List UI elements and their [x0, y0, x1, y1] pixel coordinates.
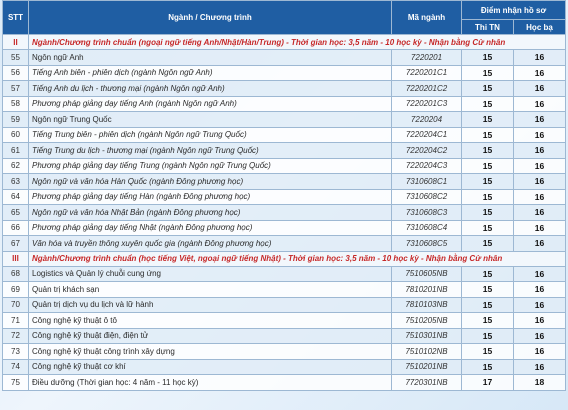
row-stt: 72: [3, 328, 29, 344]
row-stt: 75: [3, 375, 29, 391]
row-score-thi-tn: 15: [462, 143, 514, 159]
section-number: II: [3, 35, 29, 50]
row-program-name: Tiếng Trung du lịch - thương mại (ngành Ngôn ngữ Trung Quốc): [29, 143, 392, 159]
row-score-thi-tn: 15: [462, 344, 514, 360]
row-program-code: 7510301NB: [392, 328, 462, 344]
row-program-name: Ngôn ngữ Trung Quốc: [29, 112, 392, 128]
table-row: [3, 344, 566, 360]
row-program-code: 7310608C2: [392, 189, 462, 205]
row-program-name: Công nghệ kỹ thuật công trình xây dựng: [29, 344, 392, 360]
header-program: Ngành / Chương trình: [29, 1, 392, 35]
row-program-name: Ngôn ngữ Anh: [29, 50, 392, 66]
table-row: [3, 236, 566, 252]
row-score-thi-tn: 15: [462, 297, 514, 313]
row-score-hoc-ba: 16: [514, 328, 566, 344]
row-score-hoc-ba: 16: [514, 112, 566, 128]
row-score-hoc-ba: 16: [514, 174, 566, 190]
row-score-hoc-ba: 16: [514, 143, 566, 159]
row-program-name: Tiếng Anh biên - phiên dịch (ngành Ngôn ngữ Anh): [29, 65, 392, 81]
row-program-code: 7510605NB: [392, 266, 462, 282]
row-stt: 61: [3, 143, 29, 159]
row-score-hoc-ba: 16: [514, 205, 566, 221]
table-row: [3, 328, 566, 344]
row-program-code: 7220201C1: [392, 65, 462, 81]
row-score-thi-tn: 15: [462, 96, 514, 112]
row-stt: 63: [3, 174, 29, 190]
row-program-code: 7510201NB: [392, 359, 462, 375]
row-score-hoc-ba: 16: [514, 313, 566, 329]
header-code: Mã ngành: [392, 1, 462, 35]
table-row: [3, 205, 566, 221]
row-stt: 58: [3, 96, 29, 112]
row-score-hoc-ba: 16: [514, 266, 566, 282]
row-score-thi-tn: 15: [462, 158, 514, 174]
table-row: [3, 174, 566, 190]
row-score-thi-tn: 15: [462, 313, 514, 329]
row-score-hoc-ba: 16: [514, 96, 566, 112]
row-program-name: Phương pháp giảng dạy tiếng Nhật (ngành Đông phương học): [29, 220, 392, 236]
row-program-code: 7220204C1: [392, 127, 462, 143]
row-stt: 56: [3, 65, 29, 81]
row-score-hoc-ba: 16: [514, 65, 566, 81]
row-stt: 74: [3, 359, 29, 375]
row-score-thi-tn: 15: [462, 359, 514, 375]
section-row: [3, 35, 566, 50]
table-row: [3, 220, 566, 236]
row-program-name: Công nghệ kỹ thuật điện, điện tử: [29, 328, 392, 344]
header-score-group: Điểm nhận hồ sơ: [462, 1, 566, 20]
row-program-code: 7810103NB: [392, 297, 462, 313]
row-stt: 59: [3, 112, 29, 128]
table-row: [3, 313, 566, 329]
table-row: [3, 112, 566, 128]
row-program-name: Văn hóa và truyền thông xuyên quốc gia (ngành Đông phương học): [29, 236, 392, 252]
table-row: [3, 50, 566, 66]
row-score-hoc-ba: 16: [514, 220, 566, 236]
row-stt: 67: [3, 236, 29, 252]
row-program-name: Ngôn ngữ và văn hóa Hàn Quốc (ngành Đông phương học): [29, 174, 392, 190]
section-row: [3, 251, 566, 266]
row-program-name: Phương pháp giảng dạy tiếng Trung (ngành Ngôn ngữ Trung Quốc): [29, 158, 392, 174]
row-program-code: 7310608C5: [392, 236, 462, 252]
row-program-code: 7310608C1: [392, 174, 462, 190]
row-stt: 69: [3, 282, 29, 298]
row-score-hoc-ba: 16: [514, 50, 566, 66]
row-program-code: 7220201: [392, 50, 462, 66]
row-stt: 70: [3, 297, 29, 313]
row-program-code: 7220204: [392, 112, 462, 128]
table-row: [3, 297, 566, 313]
row-program-name: Ngôn ngữ và văn hóa Nhật Bản (ngành Đông phương học): [29, 205, 392, 221]
section-title: Ngành/Chương trình chuẩn (ngoại ngữ tiếng Anh/Nhật/Hàn/Trung) - Thời gian học: 3,5 năm - 10 học kỳ - Nhận bằng Cử nhân: [29, 35, 566, 50]
table-row: [3, 143, 566, 159]
row-program-name: Quản trị dịch vụ du lịch và lữ hành: [29, 297, 392, 313]
table-row: [3, 282, 566, 298]
admissions-table: [2, 0, 566, 391]
row-stt: 57: [3, 81, 29, 97]
row-stt: 68: [3, 266, 29, 282]
row-stt: 73: [3, 344, 29, 360]
row-program-code: 7220201C2: [392, 81, 462, 97]
row-score-thi-tn: 15: [462, 65, 514, 81]
row-program-code: 7220201C3: [392, 96, 462, 112]
row-stt: 66: [3, 220, 29, 236]
header-thi-tn: Thi TN: [462, 20, 514, 35]
row-program-code: 7310608C3: [392, 205, 462, 221]
row-score-thi-tn: 15: [462, 189, 514, 205]
row-program-code: 7510102NB: [392, 344, 462, 360]
row-stt: 62: [3, 158, 29, 174]
row-score-thi-tn: 15: [462, 81, 514, 97]
row-score-hoc-ba: 16: [514, 81, 566, 97]
row-stt: 64: [3, 189, 29, 205]
row-score-thi-tn: 15: [462, 127, 514, 143]
table-row: [3, 65, 566, 81]
table-row: [3, 266, 566, 282]
row-score-thi-tn: 15: [462, 220, 514, 236]
row-program-name: Logistics và Quản lý chuỗi cung ứng: [29, 266, 392, 282]
row-score-thi-tn: 15: [462, 328, 514, 344]
row-program-name: Phương pháp giảng dạy tiếng Hàn (ngành Đông phương học): [29, 189, 392, 205]
table-row: [3, 96, 566, 112]
header-hoc-ba: Học bạ: [514, 20, 566, 35]
row-score-hoc-ba: 16: [514, 344, 566, 360]
row-score-hoc-ba: 16: [514, 359, 566, 375]
row-score-thi-tn: 15: [462, 50, 514, 66]
row-score-thi-tn: 15: [462, 236, 514, 252]
row-score-thi-tn: 15: [462, 174, 514, 190]
row-program-code: 7720301NB: [392, 375, 462, 391]
table-row: [3, 375, 566, 391]
section-title: Ngành/Chương trình chuẩn (học tiếng Việt, ngoại ngữ tiếng Nhật) - Thời gian học: 3,5 năm - 10 học kỳ - Nhận bằng Cử nhân: [29, 251, 566, 266]
row-program-name: Tiếng Trung biên - phiên dịch (ngành Ngôn ngữ Trung Quốc): [29, 127, 392, 143]
row-score-hoc-ba: 16: [514, 158, 566, 174]
row-score-thi-tn: 15: [462, 282, 514, 298]
row-score-thi-tn: 17: [462, 375, 514, 391]
row-program-name: Công nghệ kỹ thuật ô tô: [29, 313, 392, 329]
row-program-code: 7810201NB: [392, 282, 462, 298]
table-row: [3, 81, 566, 97]
row-score-hoc-ba: 16: [514, 236, 566, 252]
row-score-thi-tn: 15: [462, 266, 514, 282]
row-program-name: Điều dưỡng (Thời gian học: 4 năm - 11 học kỳ): [29, 375, 392, 391]
row-score-thi-tn: 15: [462, 205, 514, 221]
row-stt: 60: [3, 127, 29, 143]
row-program-code: 7220204C3: [392, 158, 462, 174]
row-score-hoc-ba: 18: [514, 375, 566, 391]
row-score-hoc-ba: 16: [514, 282, 566, 298]
table-row: [3, 127, 566, 143]
row-program-code: 7310608C4: [392, 220, 462, 236]
row-program-name: Công nghệ kỹ thuật cơ khí: [29, 359, 392, 375]
row-score-hoc-ba: 16: [514, 189, 566, 205]
row-score-hoc-ba: 16: [514, 127, 566, 143]
row-stt: 55: [3, 50, 29, 66]
row-program-code: 7220204C2: [392, 143, 462, 159]
table-row: [3, 158, 566, 174]
row-stt: 65: [3, 205, 29, 221]
header-stt: STT: [3, 1, 29, 35]
row-program-name: Phương pháp giảng dạy tiếng Anh (ngành Ngôn ngữ Anh): [29, 96, 392, 112]
row-program-name: Tiếng Anh du lịch - thương mại (ngành Ngôn ngữ Anh): [29, 81, 392, 97]
row-stt: 71: [3, 313, 29, 329]
row-score-hoc-ba: 16: [514, 297, 566, 313]
table-row: [3, 359, 566, 375]
section-number: III: [3, 251, 29, 266]
row-score-thi-tn: 15: [462, 112, 514, 128]
table-header: [3, 1, 566, 35]
table-row: [3, 189, 566, 205]
table-body: [3, 35, 566, 391]
row-program-name: Quản trị khách sạn: [29, 282, 392, 298]
row-program-code: 7510205NB: [392, 313, 462, 329]
